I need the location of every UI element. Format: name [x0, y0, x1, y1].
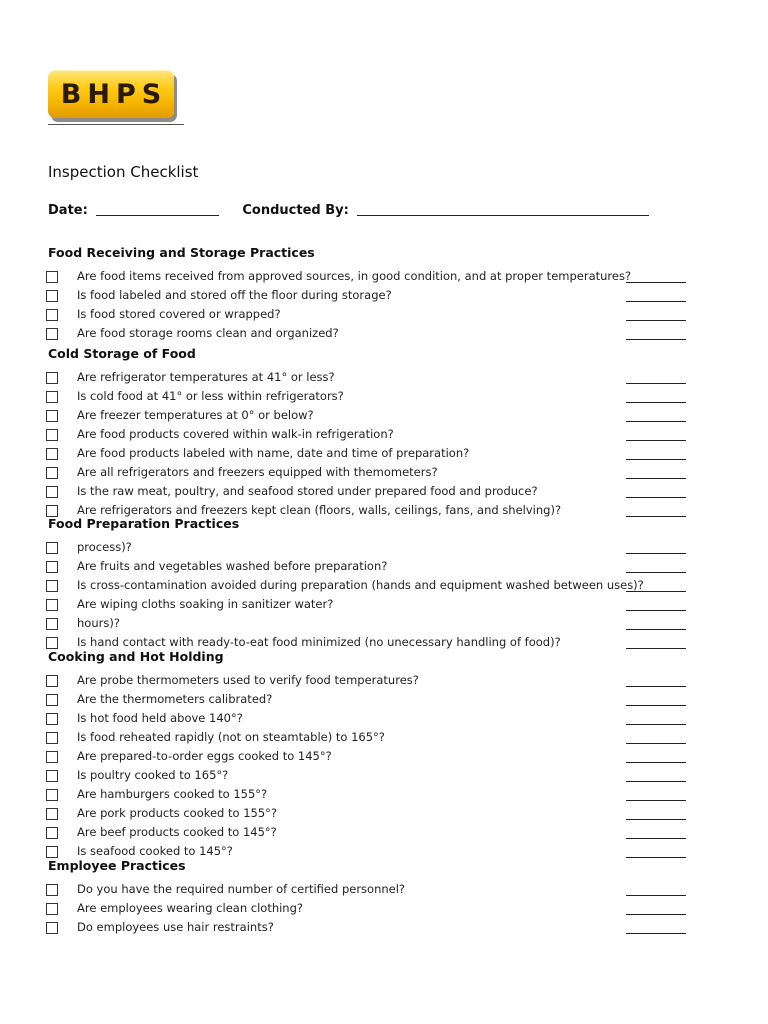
checkbox[interactable] — [46, 618, 58, 630]
question-text: Are refrigerators and freezers kept clean (floors, walls, ceilings, fans, and shelving)? — [77, 503, 562, 517]
logo-badge — [48, 70, 174, 118]
answer-blank[interactable] — [626, 478, 686, 479]
question-text: Are pork products cooked to 155°? — [77, 806, 278, 820]
checkbox[interactable] — [46, 922, 58, 934]
question-text: Do employees use hair restraints? — [77, 920, 274, 934]
answer-blank[interactable] — [626, 857, 686, 858]
checklist-item — [46, 576, 696, 595]
question-text: Are food storage rooms clean and organized? — [77, 326, 339, 340]
section-title: Employee Practices — [48, 858, 186, 873]
logo — [44, 66, 184, 126]
answer-blank[interactable] — [626, 301, 686, 302]
question-text: Are refrigerator temperatures at 41° or less? — [77, 370, 335, 384]
checkbox[interactable] — [46, 770, 58, 782]
checklist-item — [46, 557, 696, 576]
checklist-item — [46, 671, 696, 690]
checklist-item — [46, 709, 696, 728]
logo-underline — [48, 124, 184, 125]
answer-blank[interactable] — [626, 895, 686, 896]
checklist-item — [46, 387, 696, 406]
checklist-item — [46, 785, 696, 804]
answer-blank[interactable] — [626, 686, 686, 687]
checkbox[interactable] — [46, 903, 58, 915]
question-text: Is hot food held above 140°? — [77, 711, 243, 725]
checkbox[interactable] — [46, 789, 58, 801]
conducted-by-field[interactable] — [357, 202, 649, 216]
meta-row — [48, 202, 649, 218]
checklist-item — [46, 804, 696, 823]
checkbox[interactable] — [46, 271, 58, 283]
checkbox[interactable] — [46, 328, 58, 340]
question-text: Do you have the required number of certified personnel? — [77, 882, 406, 896]
section-title: Cold Storage of Food — [48, 346, 196, 361]
answer-blank[interactable] — [626, 459, 686, 460]
checkbox[interactable] — [46, 846, 58, 858]
question-text: Is food labeled and stored off the floor during storage? — [77, 288, 392, 302]
question-text: Is food stored covered or wrapped? — [77, 307, 281, 321]
answer-blank[interactable] — [626, 781, 686, 782]
logo-text: BHPS — [60, 78, 168, 110]
checkbox[interactable] — [46, 675, 58, 687]
answer-blank[interactable] — [626, 591, 686, 592]
question-text: Are fruits and vegetables washed before preparation? — [77, 559, 388, 573]
checkbox[interactable] — [46, 486, 58, 498]
answer-blank[interactable] — [626, 440, 686, 441]
question-text: Is the raw meat, poultry, and seafood stored under prepared food and produce? — [77, 484, 538, 498]
checkbox[interactable] — [46, 309, 58, 321]
question-text: Are wiping cloths soaking in sanitizer water? — [77, 597, 334, 611]
checklist-item — [46, 286, 696, 305]
question-text: Are prepared-to-order eggs cooked to 145°? — [77, 749, 332, 763]
checklist-item — [46, 918, 696, 937]
answer-blank[interactable] — [626, 610, 686, 611]
checkbox[interactable] — [46, 372, 58, 384]
question-text: Are employees wearing clean clothing? — [77, 901, 304, 915]
checkbox[interactable] — [46, 561, 58, 573]
conducted-by-label: Conducted By: — [242, 203, 349, 218]
checklist-item — [46, 267, 696, 286]
question-text: Is poultry cooked to 165°? — [77, 768, 229, 782]
question-text: Are food products covered within walk-in refrigeration? — [77, 427, 394, 441]
answer-blank[interactable] — [626, 800, 686, 801]
checklist-item — [46, 463, 696, 482]
question-text: Is cross-contamination avoided during preparation (hands and equipment washed between uses)? — [77, 578, 644, 592]
question-text: Are food products labeled with name, date and time of preparation? — [77, 446, 470, 460]
answer-blank[interactable] — [626, 516, 686, 517]
checklist-item — [46, 368, 696, 387]
answer-blank[interactable] — [626, 572, 686, 573]
checkbox[interactable] — [46, 391, 58, 403]
question-text: process)? — [77, 540, 132, 554]
section-title: Cooking and Hot Holding — [48, 649, 224, 664]
answer-blank[interactable] — [626, 838, 686, 839]
question-text: Are beef products cooked to 145°? — [77, 825, 277, 839]
checkbox[interactable] — [46, 827, 58, 839]
checklist-item — [46, 728, 696, 747]
checklist-item — [46, 823, 696, 842]
question-text: Are freezer temperatures at 0° or below? — [77, 408, 314, 422]
checklist-item — [46, 899, 696, 918]
question-text: Are hamburgers cooked to 155°? — [77, 787, 268, 801]
question-text: Are probe thermometers used to verify food temperatures? — [77, 673, 419, 687]
answer-blank[interactable] — [626, 553, 686, 554]
checklist-item — [46, 425, 696, 444]
checkbox[interactable] — [46, 637, 58, 649]
answer-blank[interactable] — [626, 933, 686, 934]
question-text: Are the thermometers calibrated? — [77, 692, 273, 706]
checkbox[interactable] — [46, 542, 58, 554]
section-title: Food Preparation Practices — [48, 516, 240, 531]
answer-blank[interactable] — [626, 402, 686, 403]
checklist-item — [46, 690, 696, 709]
answer-blank[interactable] — [626, 497, 686, 498]
checklist-item — [46, 595, 696, 614]
question-text: Is food reheated rapidly (not on steamtable) to 165°? — [77, 730, 385, 744]
answer-blank[interactable] — [626, 339, 686, 340]
checklist-item — [46, 614, 696, 633]
checkbox[interactable] — [46, 429, 58, 441]
answer-blank[interactable] — [626, 282, 686, 283]
checklist-item — [46, 747, 696, 766]
answer-blank[interactable] — [626, 914, 686, 915]
checklist-item — [46, 305, 696, 324]
checkbox[interactable] — [46, 410, 58, 422]
checklist-item — [46, 324, 696, 343]
checkbox[interactable] — [46, 580, 58, 592]
checkbox[interactable] — [46, 448, 58, 460]
checklist-item — [46, 766, 696, 785]
checklist-item — [46, 538, 696, 557]
question-text: Are food items received from approved sources, in good condition, and at proper temperatures? — [77, 269, 632, 283]
question-text: Are all refrigerators and freezers equipped with themometers? — [77, 465, 438, 479]
checklist-item — [46, 880, 696, 899]
answer-blank[interactable] — [626, 648, 686, 649]
question-text: hours)? — [77, 616, 120, 630]
checklist-item — [46, 482, 696, 501]
page-title: Inspection Checklist — [48, 163, 199, 181]
checkbox[interactable] — [46, 751, 58, 763]
date-label: Date: — [48, 203, 88, 218]
answer-blank[interactable] — [626, 724, 686, 725]
answer-blank[interactable] — [626, 762, 686, 763]
checklist-item — [46, 444, 696, 463]
answer-blank[interactable] — [626, 421, 686, 422]
question-text: Is hand contact with ready-to-eat food minimized (no unecessary handling of food)? — [77, 635, 561, 649]
checkbox[interactable] — [46, 713, 58, 725]
answer-blank[interactable] — [626, 629, 686, 630]
question-text: Is seafood cooked to 145°? — [77, 844, 233, 858]
answer-blank[interactable] — [626, 819, 686, 820]
checkbox[interactable] — [46, 599, 58, 611]
section-title: Food Receiving and Storage Practices — [48, 245, 315, 260]
checkbox[interactable] — [46, 467, 58, 479]
question-text: Is cold food at 41° or less within refrigerators? — [77, 389, 344, 403]
date-field[interactable] — [96, 202, 219, 216]
checkbox[interactable] — [46, 694, 58, 706]
checklist-item — [46, 406, 696, 425]
answer-blank[interactable] — [626, 383, 686, 384]
checkbox[interactable] — [46, 884, 58, 896]
answer-blank[interactable] — [626, 320, 686, 321]
checkbox[interactable] — [46, 732, 58, 744]
answer-blank[interactable] — [626, 743, 686, 744]
checkbox[interactable] — [46, 808, 58, 820]
checkbox[interactable] — [46, 290, 58, 302]
answer-blank[interactable] — [626, 705, 686, 706]
